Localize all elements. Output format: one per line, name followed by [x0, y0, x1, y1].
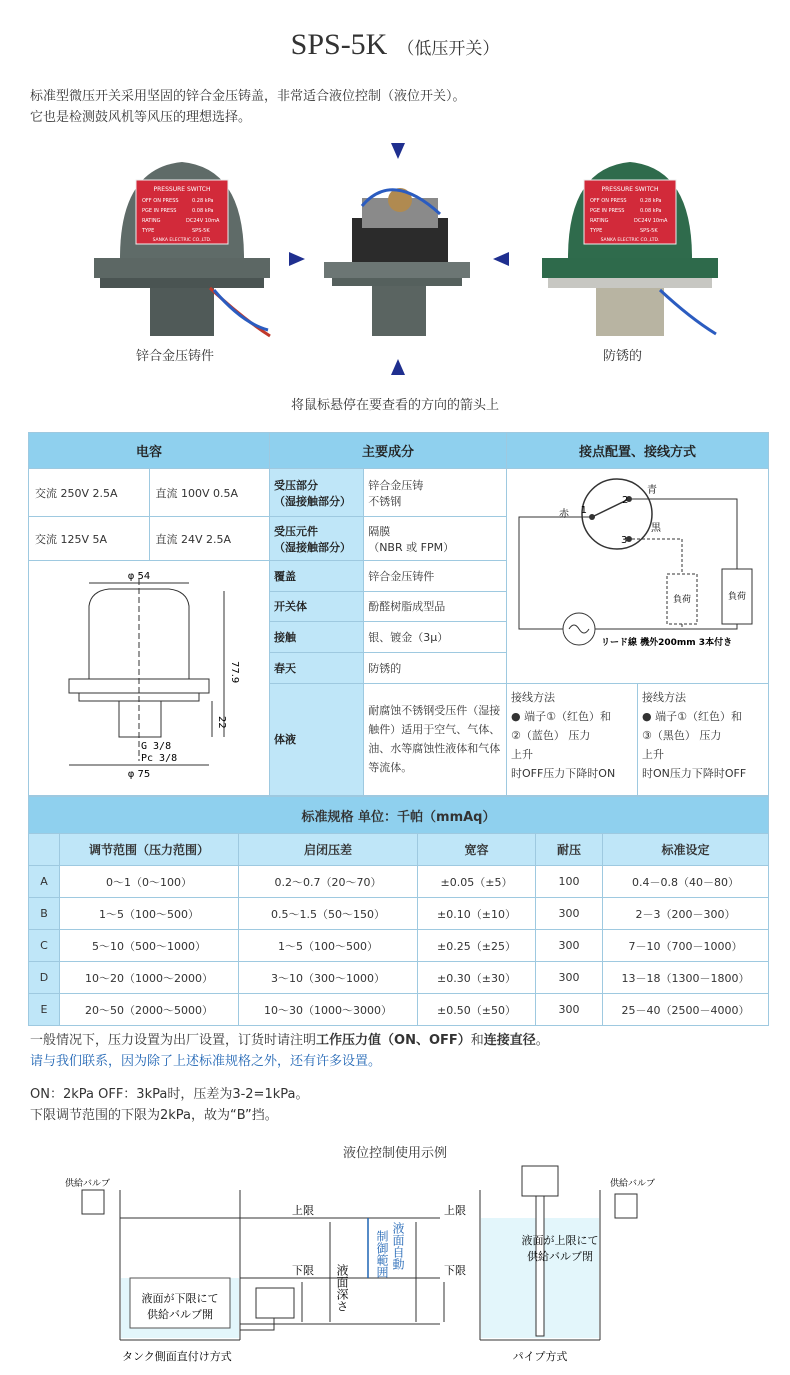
lower-limit-label-2: 下限 — [444, 1264, 466, 1277]
table-cell: 10～20（1000～2000） — [60, 962, 239, 994]
component-value: 锌合金压铸 不锈钢 — [364, 469, 507, 517]
table-row — [29, 898, 769, 930]
table-cell: 300 — [536, 930, 603, 962]
component-label: 受压部分 （湿接触部分） — [270, 469, 364, 517]
contact-note: 请与我们联系，因为除了上述标准规格之外，还有许多设置。 — [30, 1054, 382, 1069]
label-on-text-2: PGE IN PRESS — [590, 208, 625, 214]
table-cell: 0.4－0.8（40－80） — [603, 866, 769, 898]
right-box-line-2: 供給バルブ閉 — [527, 1250, 593, 1263]
table-cell: 1～5（100～500） — [60, 898, 239, 930]
column-header: 耐压 — [536, 834, 603, 866]
black-wire-label: 黒 — [650, 523, 661, 534]
load-label-1: 負荷 — [672, 595, 691, 605]
terminal-3-label: 3 — [620, 535, 628, 546]
right-box-line-1: 液面が上限にて — [521, 1234, 599, 1247]
note-text: 一般情况下，压力设置为出厂设置，订货时请注明 — [30, 1033, 317, 1048]
left-method-label: タンク側面直付け方式 — [122, 1350, 232, 1363]
model-name: SPS-5K — [290, 28, 388, 61]
left-photo-caption: 锌合金压铸件 — [136, 349, 215, 364]
arrow-right-icon[interactable] — [289, 252, 305, 266]
table-row — [29, 962, 769, 994]
right-valve-label: 供給バルブ — [610, 1179, 656, 1189]
wiring-method-1: 接线方法 ● 端子①（红色）和 ②（蓝色） 压力 上升 时OFF压力下降时ON — [506, 683, 637, 795]
component-label: 体液 — [270, 683, 364, 795]
dim-thread-g: G 3/8 — [141, 741, 172, 752]
upper-limit-label-2: 上限 — [444, 1204, 466, 1217]
component-label: 受压元件 （湿接触部分） — [270, 517, 364, 561]
capacity-cell: 交流 250V 2.5A — [29, 469, 150, 517]
dim-thread-pc: Pc 3/8 — [141, 753, 178, 764]
range-label: 制御範囲 — [375, 1230, 389, 1278]
component-value: 酚醛树脂成型品 — [364, 591, 507, 622]
label-off-text: OFF ON PRESS — [142, 198, 179, 204]
row-label: C — [29, 930, 60, 962]
column-header — [29, 834, 60, 866]
zinc-switch-photo — [92, 158, 274, 340]
table-cell: 0～1（0～100） — [60, 866, 239, 898]
table-cell: ±0.10（±10） — [418, 898, 536, 930]
wiring-header: 接点配置、接线方式 — [506, 433, 768, 469]
table-cell: 20～50（2000～5000） — [60, 994, 239, 1026]
page-title — [0, 28, 790, 62]
table-cell: 300 — [536, 994, 603, 1026]
label-type-text: TYPE — [142, 228, 155, 234]
hover-hint: 将鼠标悬停在要查看的方向的箭头上 — [290, 398, 499, 413]
table-cell: 300 — [536, 898, 603, 930]
component-value: 防锈的 — [364, 652, 507, 683]
table-cell: 1～5（100～500） — [239, 930, 418, 962]
dim-height: 77.9 — [229, 661, 240, 684]
label-title-text: PRESSURE SWITCH — [153, 186, 211, 193]
component-label: 春天 — [270, 652, 364, 683]
example-note-1: ON：2kPa OFF：3kPa时，压差为3-2=1kPa。 — [30, 1087, 309, 1102]
depth-label: 液面深さ — [335, 1264, 349, 1312]
label-on-value: 0.08 kPa — [192, 208, 214, 214]
component-label: 覆盖 — [270, 561, 364, 592]
column-header: 启闭压差 — [239, 834, 418, 866]
label-off-value-2: 0.28 kPa — [640, 198, 662, 204]
table-cell: ±0.50（±50） — [418, 994, 536, 1026]
note-text: 。 — [535, 1033, 549, 1048]
arrow-left-icon[interactable] — [493, 252, 509, 266]
label-on-value-2: 0.08 kPa — [640, 208, 662, 214]
component-value: 锌合金压铸件 — [364, 561, 507, 592]
label-type-value-2: SPS-5K — [640, 228, 658, 234]
table-cell: 2－3（200－300） — [603, 898, 769, 930]
model-subtitle: （低压开关） — [397, 39, 500, 58]
table-cell: ±0.25（±25） — [418, 930, 536, 962]
label-maker-text: SANKA ELECTRIC CO.,LTD. — [152, 238, 212, 243]
lead-wire-label: リード線 機外200mm 3本付き — [600, 638, 733, 648]
spec-table — [28, 432, 769, 796]
column-header: 宽容 — [418, 834, 536, 866]
component-value: 隔膜 （NBR 或 FPM） — [364, 517, 507, 561]
dim-phi-bottom: φ 75 — [127, 769, 151, 780]
components-header: 主要成分 — [270, 433, 507, 469]
label-off-text-2: OFF ON PRESS — [590, 198, 627, 204]
label-rating-text-2: RATING — [590, 218, 609, 224]
lower-limit-label: 下限 — [292, 1264, 314, 1277]
capacity-header: 电容 — [29, 433, 270, 469]
table-cell: 300 — [536, 962, 603, 994]
table-row — [29, 930, 769, 962]
order-note — [30, 1030, 549, 1051]
table-cell: 13－18（1300－1800） — [603, 962, 769, 994]
table-cell: 10～30（1000～3000） — [239, 994, 418, 1026]
label-rating-value: DC24V 10mA — [186, 218, 220, 224]
capacity-cell: 交流 125V 5A — [29, 517, 150, 561]
column-header: 调节范围（压力范围） — [60, 834, 239, 866]
note-bold-pressure: 工作压力值（ON、OFF） — [316, 1033, 471, 1048]
label-maker-text-2: SANKA ELECTRIC CO.,LTD. — [600, 238, 660, 243]
label-type-value: SPS-5K — [192, 228, 210, 234]
wiring-diagram — [507, 469, 768, 669]
wiring-method-2: 接线方法 ● 端子①（红色）和 ③（黑色） 压力 上升 时ON压力下降时OFF — [637, 683, 768, 795]
dim-depth: 22 — [216, 716, 227, 729]
table-cell: ±0.30（±30） — [418, 962, 536, 994]
example-note-2: 下限调节范围的下限为2kPa，故为“B”挡。 — [30, 1108, 278, 1123]
column-header: 标准设定 — [603, 834, 769, 866]
label-rating-value-2: DC24V 10mA — [634, 218, 668, 224]
label-off-value: 0.28 kPa — [192, 198, 214, 204]
table-cell: 5～10（500～1000） — [60, 930, 239, 962]
table-cell: ±0.05（±5） — [418, 866, 536, 898]
red-wire-label: 赤 — [558, 509, 569, 520]
table-row — [29, 866, 769, 898]
left-valve-label: 供給バルブ — [65, 1179, 111, 1189]
table-cell: 3～10（300～1000） — [239, 962, 418, 994]
auto-label: 液面自動 — [391, 1222, 405, 1270]
arrow-up-icon[interactable] — [391, 359, 405, 375]
note-text: 和 — [470, 1033, 484, 1048]
dimension-drawing — [29, 561, 269, 795]
label-on-text: PGE IN PRESS — [142, 208, 177, 214]
level-control-diagram — [60, 1160, 740, 1365]
table-cell: 100 — [536, 866, 603, 898]
table-cell: 25－40（2500－4000） — [603, 994, 769, 1026]
row-label: E — [29, 994, 60, 1026]
row-label: A — [29, 866, 60, 898]
row-label: B — [29, 898, 60, 930]
label-type-text-2: TYPE — [590, 228, 603, 234]
terminal-1-label: 1 — [580, 505, 587, 516]
upper-limit-label: 上限 — [292, 1204, 314, 1217]
component-label: 接触 — [270, 622, 364, 653]
arrow-down-icon[interactable] — [391, 143, 405, 159]
capacity-cell: 直流 100V 0.5A — [149, 469, 270, 517]
dimension-cell — [29, 561, 270, 796]
load-label-2: 負荷 — [727, 592, 746, 602]
component-value: 耐腐蚀不锈钢受压件（湿接触件）适用于空气、气体、油、水等腐蚀性液体和气体等流体。 — [364, 683, 507, 795]
intro-line-1: 标准型微压开关采用坚固的锌合金压铸盖，非常适合液位控制（液位开关）。 — [30, 89, 466, 104]
blue-wire-label: 青 — [646, 485, 657, 496]
table-cell: 7－10（700－1000） — [603, 930, 769, 962]
left-box-line-2: 供給バルブ開 — [147, 1308, 213, 1321]
component-label: 开关体 — [270, 591, 364, 622]
capacity-cell: 直流 24V 2.5A — [149, 517, 270, 561]
note-bold-diameter: 连接直径 — [483, 1033, 536, 1048]
standard-caption: 标准规格 单位：千帕（mmAq） — [29, 797, 769, 834]
diagram-title: 液位控制使用示例 — [342, 1146, 447, 1161]
open-switch-photo — [322, 178, 472, 340]
label-title-text-2: PRESSURE SWITCH — [601, 186, 659, 193]
table-cell: 0.2～0.7（20～70） — [239, 866, 418, 898]
wiring-diagram-cell — [506, 469, 768, 684]
intro-text — [30, 86, 466, 128]
rustproof-switch-photo — [540, 158, 720, 340]
left-box-line-1: 液面が下限にて — [141, 1292, 219, 1305]
component-value: 银、镀金（3μ） — [364, 622, 507, 653]
table-row — [29, 994, 769, 1026]
right-photo-caption: 防锈的 — [603, 349, 643, 364]
table-cell: 0.5～1.5（50～150） — [239, 898, 418, 930]
row-label: D — [29, 962, 60, 994]
label-rating-text: RATING — [142, 218, 161, 224]
terminal-2-label: 2 — [621, 495, 629, 506]
standard-spec-table — [28, 796, 769, 1026]
intro-line-2: 它也是检测鼓风机等风压的理想选择。 — [30, 110, 252, 125]
right-method-label: パイプ方式 — [512, 1350, 568, 1363]
dim-phi-top: φ 54 — [127, 571, 151, 582]
